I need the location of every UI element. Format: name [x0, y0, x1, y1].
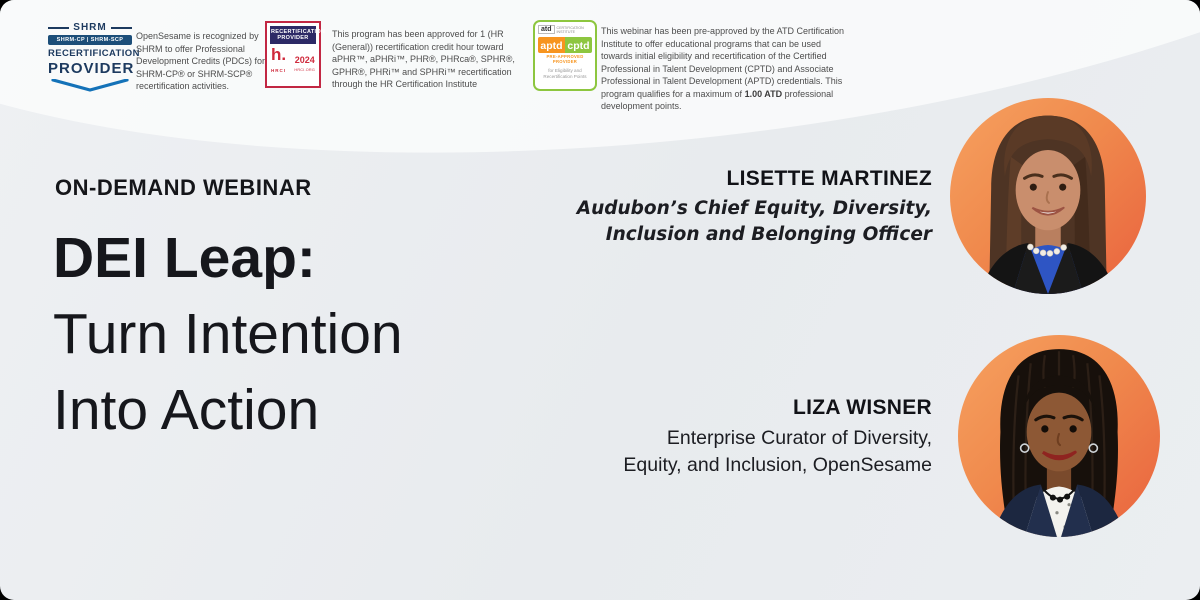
hrci-year: 2024 — [294, 54, 315, 65]
hrci-approval-text: This program has been approved for 1 (HR (General)) recertification credit hour toward aPHR™, aPHRi™, PHR®, PHRca®, SPHR®, GPHR®, PHRi™ and SPHRi™ recertification through the HR Certification Institute — [332, 29, 515, 89]
webinar-title — [53, 220, 403, 448]
atd-preapproved-label: PRE-APPROVED PROVIDER — [546, 54, 584, 64]
webinar-type-eyebrow: ON-DEMAND WEBINAR — [55, 175, 312, 200]
speaker-1-portrait-illustration — [950, 98, 1146, 294]
hrci-site: HRCI.ORG — [294, 67, 315, 72]
rule-right — [111, 27, 132, 29]
speaker-2-info — [512, 396, 932, 479]
cptd-label: cptd — [565, 37, 592, 53]
atd-logo: atd — [538, 25, 555, 34]
title-line-1: DEI Leap: — [53, 226, 316, 290]
atd-preapproved-provider-badge — [533, 20, 597, 91]
shrm-recertification-provider-logo — [48, 22, 140, 93]
shrm-wordmark — [48, 22, 132, 33]
shrm-chevron-icon — [51, 79, 129, 93]
aptd-label: aptd — [538, 37, 565, 53]
atd-institute-label: CERTIFICATION INSTITUTE — [556, 25, 584, 34]
title-line-3: Into Action — [53, 378, 320, 442]
hrci-letter: h. — [271, 45, 287, 64]
atd-credential-band — [538, 37, 592, 53]
shrm-brand: SHRM — [73, 22, 107, 33]
shrm-approval-text: OpenSesame is recognized by SHRM to offer Professional Development Credits (PDCs) for SHRM-CP® or SHRM-SCP® recertification activities. — [136, 31, 266, 91]
speaker-1-title: Audubon’s Chief Equity, Diversity, Inclusion and Belonging Officer — [576, 198, 932, 245]
speaker-1-info — [512, 167, 932, 248]
hrci-name: HRCI — [271, 68, 287, 73]
speaker-2-photo — [958, 335, 1160, 537]
shrm-provider-label: PROVIDER — [48, 60, 135, 77]
speaker-1-name: LISETTE MARTINEZ — [726, 167, 932, 190]
speaker-2-name: LIZA WISNER — [792, 396, 932, 419]
hrci-logo — [271, 45, 287, 78]
hrci-recertification-provider-badge — [265, 21, 326, 88]
hrci-header: RECERTIFICATION PROVIDER — [270, 26, 316, 44]
speaker-1-photo — [950, 98, 1146, 294]
shrm-recertification-label: RECERTIFICATION — [48, 48, 140, 59]
speaker-2-title: Enterprise Curator of Diversity, Equity, and Inclusion, OpenSesame — [623, 427, 932, 476]
atd-approval-text: This webinar has been pre-approved by the ATD Certification Institute to offer educational programs that can be used towards initial eligibility and recertification of the Certified Professional in Talent Development (CPTD) and Associate Professional in Talent Development (APTD) credentials. This program qualifies for a maximum of 1.00 ATD professional development points. — [601, 26, 844, 111]
rule-left — [48, 27, 69, 29]
shrm-credentials-badge: SHRM-CP | SHRM-SCP — [48, 35, 132, 45]
title-line-2: Turn Intention — [53, 302, 403, 366]
hrci-year-block — [294, 55, 315, 72]
atd-eligibility-label: for Eligibility and Recertification Points — [543, 68, 587, 79]
speaker-2-portrait-illustration — [958, 335, 1160, 537]
